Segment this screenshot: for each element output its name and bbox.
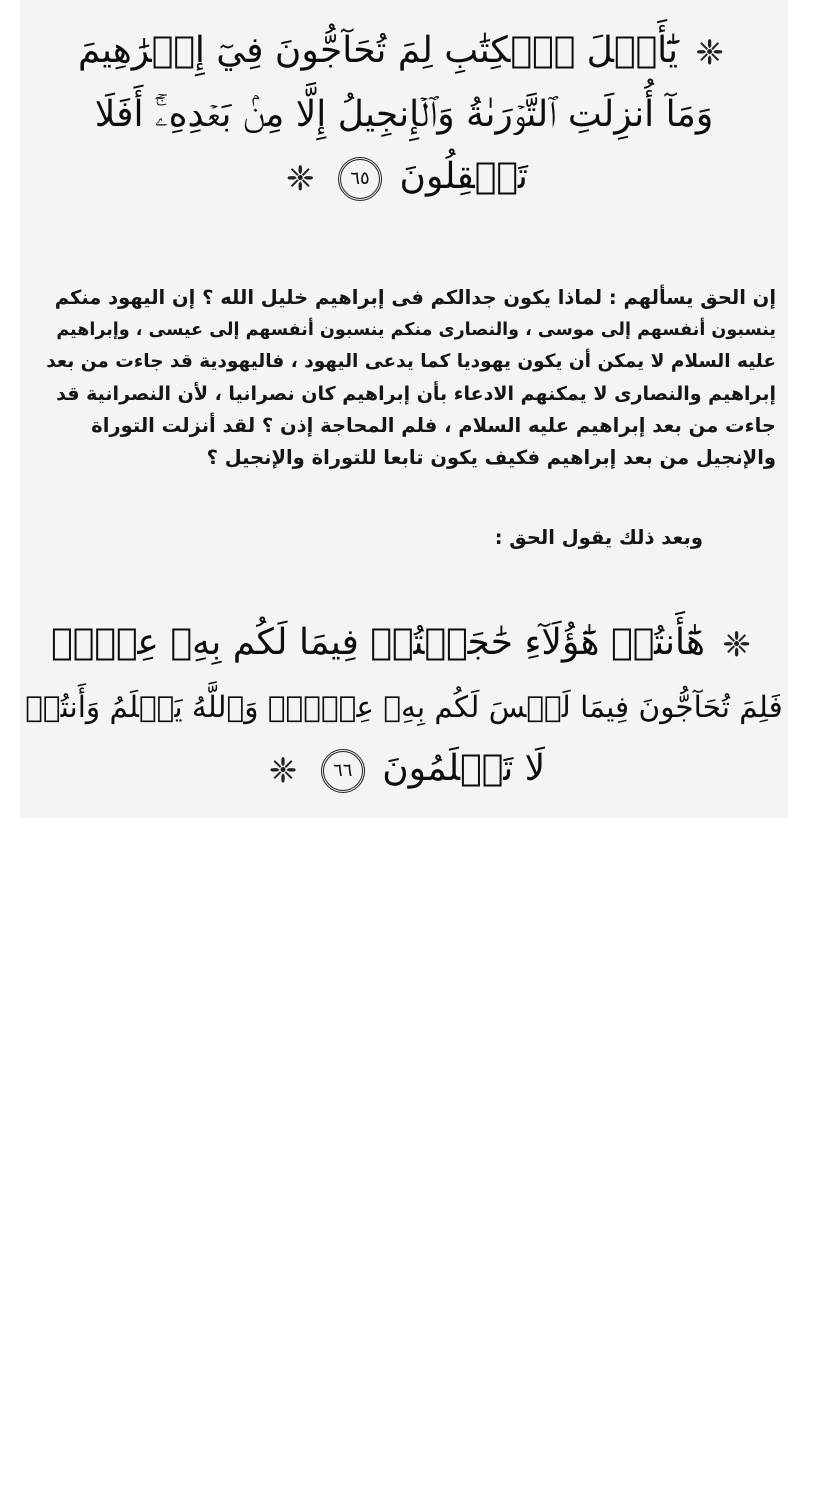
verse-line: [20, 20, 788, 84]
paragraph-line: إبراهيم والنصارى لا يمكنهم الادعاء بأن إبراهيم كان نصرانيا ، لأن النصرانية قد: [56, 383, 776, 405]
verse-text: لَا تَعۡلَمُونَ: [382, 748, 546, 789]
verse-text: فَلِمَ تُحَآجُّونَ فِيمَا لَيۡسَ لَكُم بِهِۦ عِلۡمٞۚ وَٱللَّهُ يَعۡلَمُ وَأَنتُمۡ: [25, 690, 783, 724]
verse-text: هَٰٓأَنتُمۡ هَٰٓؤُلَآءِ حَٰجَجۡتُمۡ فِيمَا لَكُم بِهِۦ عِلۡمٞ: [51, 622, 706, 663]
verse-open-ornament-icon: ❈: [722, 625, 751, 665]
verse-line: [20, 738, 788, 802]
paragraph-line: ينسبون أنفسهم إلى موسى ، والنصارى منكم ينسبون أنفسهم إلى عيسى ، وإبراهيم: [56, 320, 776, 340]
verse-line: [20, 146, 788, 210]
quran-verse-66: [20, 612, 788, 802]
verse-line: [20, 612, 788, 676]
verse-number-badge: ٦٦: [321, 749, 365, 793]
verse-text: يَٰٓأَهۡلَ ٱلۡكِتَٰبِ لِمَ تُحَآجُّونَ فِيٓ إِبۡرَٰهِيمَ: [77, 30, 679, 71]
verse-text: تَعۡقِلُونَ: [399, 156, 528, 197]
scanned-page: [20, 0, 788, 818]
commentary-paragraph: [46, 282, 776, 474]
verse-text: وَمَآ أُنزِلَتِ ٱلتَّوۡرَىٰةُ وَٱلۡإِنجِيلُ إِلَّا مِنۢ بَعۡدِهِۦٓۚ أَفَلَا: [94, 94, 714, 135]
paragraph-line: إن الحق يسألهم : لماذا يكون جدالكم فى إبراهيم خليل الله ؟ إن اليهود منكم: [54, 286, 776, 309]
paragraph-line: والإنجيل من بعد إبراهيم فكيف يكون تابعا للتوراة والإنجيل ؟: [206, 446, 776, 469]
paragraph-line: عليه السلام لا يمكن أن يكون يهوديا كما يدعى اليهود ، فاليهودية قد جاءت من بعد: [46, 351, 776, 372]
verse-line: [20, 676, 788, 738]
verse-close-ornament-icon: ❈: [268, 751, 298, 791]
quran-verse-65: [20, 20, 788, 210]
verse-line: [20, 84, 788, 146]
verse-open-ornament-icon: ❈: [695, 33, 725, 73]
paragraph-line: جاءت من بعد إبراهيم عليه السلام ، فلم المحاجة إذن ؟ لقد أنزلت التوراة: [91, 414, 776, 437]
transition-line: وبعد ذلك يقول الحق :: [494, 526, 703, 549]
verse-number-badge: ٦٥: [338, 157, 382, 201]
verse-close-ornament-icon: ❈: [286, 159, 315, 199]
